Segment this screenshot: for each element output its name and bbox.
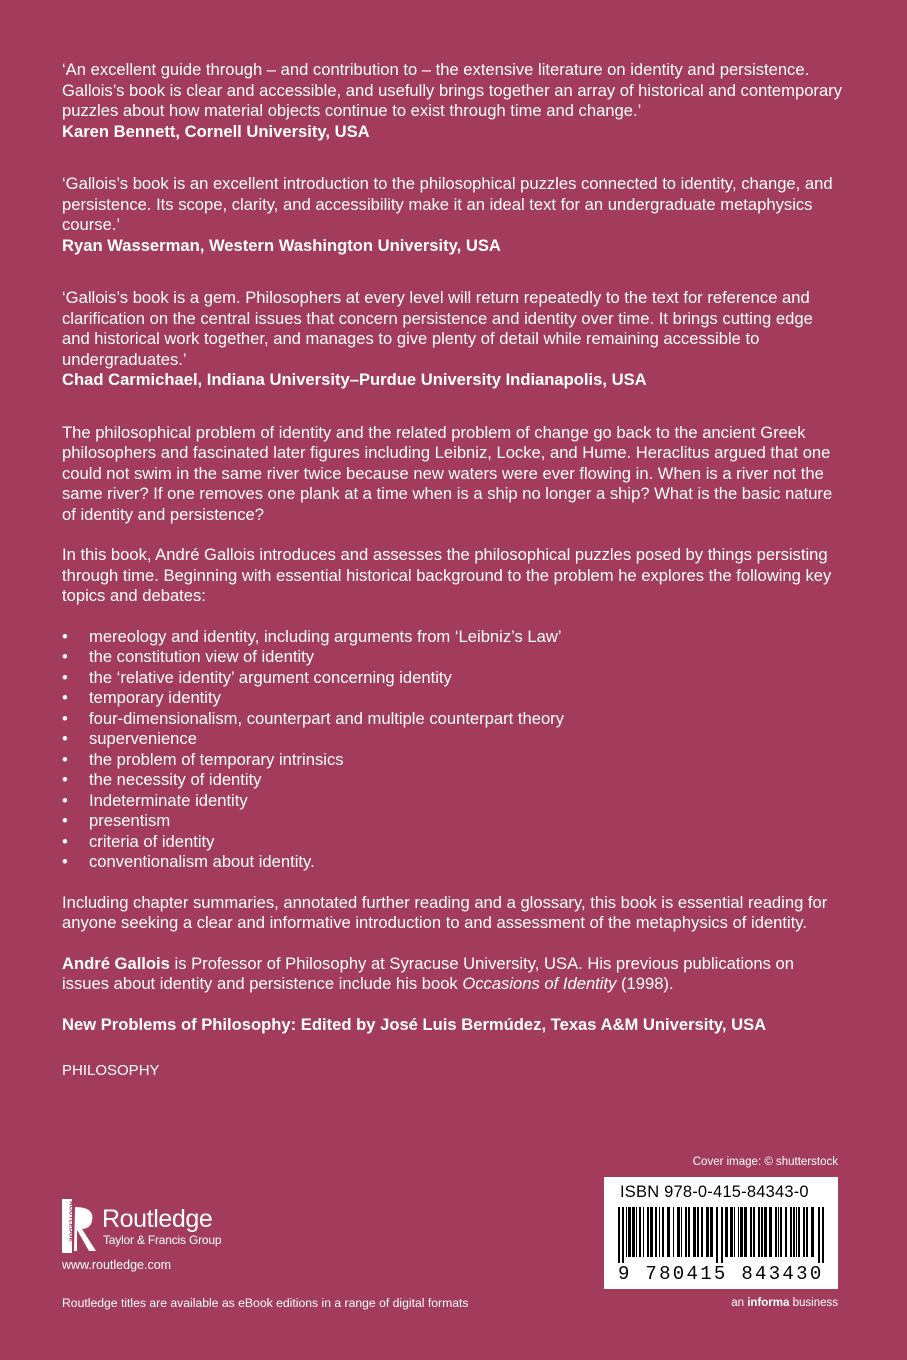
description-paragraph-2: In this book, André Gallois introduces and assesses the philosophical puzzles posed by things persisting through time. Beginning with essential historical background to the problem he explores the following key topics and debates: (62, 545, 832, 605)
list-item: • four-dimensionalism, counterpart and multiple counterpart theory (62, 709, 842, 730)
barcode-bar (740, 1207, 743, 1257)
barcode-bar (650, 1207, 653, 1257)
cover-image-credit: Cover image: © shutterstock (692, 1156, 838, 1168)
barcode-bar (806, 1207, 808, 1257)
list-item: • the ‘relative identity’ argument concerning identity (62, 668, 842, 689)
routledge-logo-text: ROUTLEDGE (67, 1201, 75, 1242)
barcode-bar (744, 1207, 747, 1257)
barcode-bar (721, 1207, 723, 1263)
informa-prefix: an (731, 1297, 748, 1309)
barcode-bars (618, 1207, 824, 1263)
barcode-bar (662, 1207, 664, 1257)
review-quote-1 (62, 60, 842, 142)
barcode-bar (798, 1207, 800, 1257)
barcode-bar (710, 1207, 713, 1257)
barcode-bar (811, 1207, 814, 1257)
review-quote-2 (62, 174, 842, 256)
quote-text: ‘Gallois’s book is an excellent introduction to the philosophical puzzles connected to identity, change, and persistence. Its scope, clarity, and accessibility make it an ideal text for an undergraduate metaphysics course.’ (62, 174, 833, 234)
barcode-bar (706, 1207, 709, 1257)
barcode-bar (780, 1207, 782, 1257)
informa-business-tagline (731, 1297, 838, 1309)
isbn-barcode (604, 1177, 838, 1289)
barcode-bar (716, 1207, 718, 1263)
barcode-bar (758, 1207, 760, 1257)
barcode-bar (685, 1207, 687, 1257)
barcode-bar (764, 1207, 767, 1257)
list-item: • supervenience (62, 729, 842, 750)
barcode-bar (677, 1207, 680, 1257)
description-paragraph-1: The philosophical problem of identity and the related problem of change go back to the ancient Greek philosophers and fascinated later figures including Leibniz, Locke, and Hume. Heraclitus argued that one could not swim in the same river twice because new waters were ever flowing in. When is a river not the same river? If one removes one plank at a time when is a ship no longer a ship? What is the basic nature of identity and persistence? (62, 422, 833, 524)
author-book-title: Occasions of Identity (462, 974, 617, 993)
list-item: • presentism (62, 811, 842, 832)
list-item: • the constitution view of identity (62, 647, 842, 668)
topics-list (62, 627, 842, 873)
barcode-bar (790, 1207, 792, 1257)
ebook-availability-note: Routledge titles are available as eBook editions in a range of digital formats (62, 1296, 469, 1310)
quote-attribution: Karen Bennett, Cornell University, USA (62, 121, 370, 141)
barcode-bar (681, 1207, 682, 1257)
barcode-bar (659, 1207, 660, 1257)
list-item: • mereology and identity, including arguments from ‘Leibniz’s Law’ (62, 627, 842, 648)
isbn-label: ISBN 978-0-415-84343-0 (620, 1183, 809, 1201)
barcode-bar (793, 1207, 795, 1257)
quote-attribution: Ryan Wasserman, Western Washington University, USA (62, 235, 501, 255)
barcode-bar (618, 1207, 620, 1263)
barcode-bar (701, 1207, 703, 1257)
barcode-bar (673, 1207, 674, 1257)
barcode-bar (655, 1207, 657, 1257)
barcode-bar (818, 1207, 820, 1263)
barcode-bar (622, 1207, 624, 1263)
barcode-bar (667, 1207, 670, 1257)
barcode-bar (639, 1207, 641, 1257)
quote-attribution: Chad Carmichael, Indiana University–Purdue University Indianapolis, USA (62, 370, 647, 389)
author-name: André Gallois (62, 953, 170, 973)
barcode-bar (769, 1207, 772, 1257)
barcode-bar (688, 1207, 690, 1257)
author-bio-text: is Professor of Philosophy at Syracuse University, USA. His previous publications on issues about identity and persistence include his book (62, 953, 794, 993)
list-item: • the problem of temporary intrinsics (62, 750, 842, 771)
author-bio (62, 954, 842, 995)
list-item: • the necessity of identity (62, 770, 842, 791)
barcode-bar (750, 1207, 752, 1257)
back-cover-content (62, 60, 842, 1079)
barcode-bar (738, 1207, 739, 1257)
barcode-bar (725, 1207, 728, 1257)
quote-text: ‘An excellent guide through – and contribution to – the extensive literature on identity and persistence. Gallois’s book is clear and accessible, and usefully brings together an array of historical and contemporary puzzles about how material objects continue to exist through time and change.’ (62, 60, 843, 120)
barcode-bar (730, 1207, 733, 1257)
barcode-bar (796, 1207, 797, 1257)
subject-category: PHILOSOPHY (62, 1062, 160, 1079)
barcode-bar (761, 1207, 763, 1257)
quote-text: ‘Gallois’s book is a gem. Philosophers at every level will return repeatedly to the text for reference and clarification on the central issues that concern persistence and identity over time. It brings cutting edge and historical work together, and manages to give plenty of detail while remaining accessible to undergraduates.’ (62, 288, 813, 369)
barcode-bar (775, 1207, 777, 1257)
barcode-bar (753, 1207, 755, 1257)
barcode-number: 9 780415 843430 (618, 1263, 824, 1285)
description-paragraph-3: Including chapter summaries, annotated further reading and a glossary, this book is essential reading for anyone seeking a clear and informative introduction to and assessment of the metaphysics of identity. (62, 892, 828, 932)
publisher-name: Routledge (102, 1205, 213, 1233)
routledge-logo-icon (62, 1199, 98, 1253)
author-book-year: (1998). (616, 974, 674, 993)
series-line: New Problems of Philosophy: Edited by José Luis Bermúdez, Texas A&M University, USA (62, 1014, 767, 1034)
list-item: • temporary identity (62, 688, 842, 709)
barcode-bar (647, 1207, 649, 1257)
barcode-bar (734, 1207, 735, 1257)
list-item: • conventionalism about identity. (62, 852, 842, 873)
barcode-bar (632, 1207, 635, 1257)
informa-suffix: business (789, 1297, 838, 1309)
publisher-website[interactable]: www.routledge.com (62, 1258, 172, 1272)
informa-brand: informa (747, 1297, 790, 1309)
barcode-bar (636, 1207, 637, 1257)
review-quote-3 (62, 288, 842, 391)
barcode-bar (628, 1207, 631, 1257)
publisher-group: Taylor & Francis Group (103, 1233, 222, 1247)
barcode-bar (626, 1207, 627, 1257)
barcode-bar (693, 1207, 696, 1257)
barcode-bar (643, 1207, 644, 1257)
barcode-bar (785, 1207, 787, 1257)
barcode-bar (803, 1207, 805, 1257)
barcode-bar (822, 1207, 824, 1263)
list-item: • Indeterminate identity (62, 791, 842, 812)
list-item: • criteria of identity (62, 832, 842, 853)
barcode-bar (778, 1207, 779, 1257)
barcode-bar (697, 1207, 699, 1257)
